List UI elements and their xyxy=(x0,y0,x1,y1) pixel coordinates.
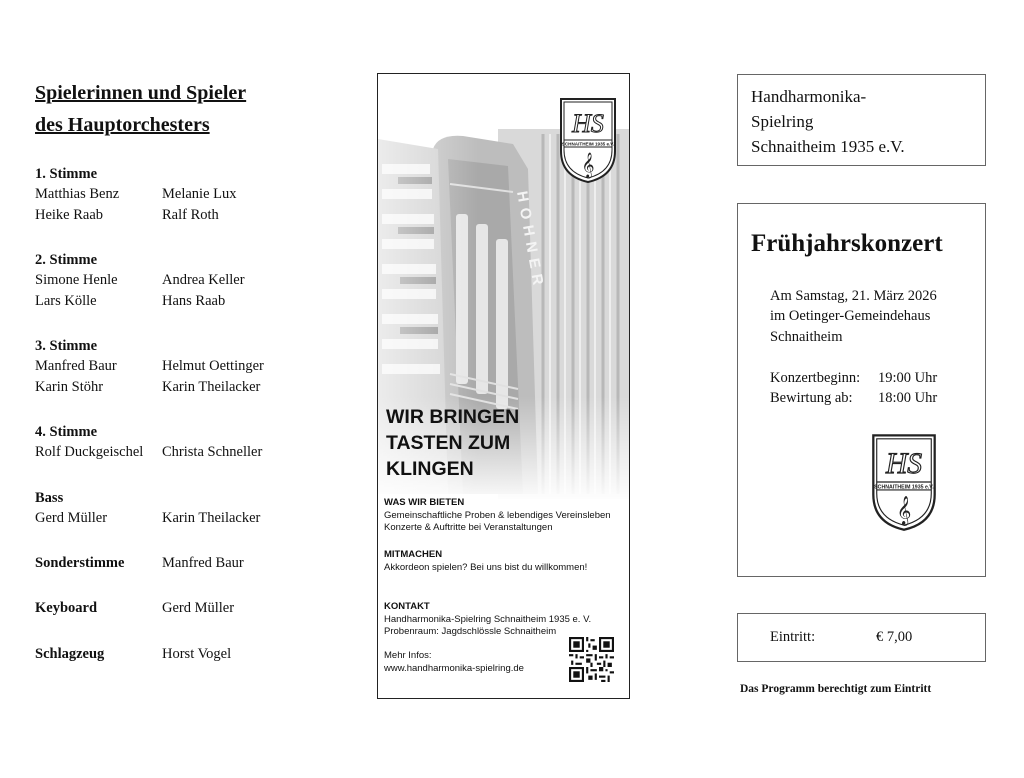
join-heading: MITMACHEN xyxy=(384,549,443,560)
club-name-line: Schnaitheim 1935 e.V. xyxy=(751,137,905,156)
slogan-line: WIR BRINGEN xyxy=(386,406,520,428)
entry-price: € 7,00 xyxy=(876,629,913,645)
club-logo-icon xyxy=(558,96,618,184)
concert-venue: im Oetinger-Gemeindehaus xyxy=(770,308,931,324)
more-info-section xyxy=(384,650,524,675)
player-name: Christa Schneller xyxy=(162,444,263,460)
player-name: Manfred Baur xyxy=(35,358,117,374)
catering-label: Bewirtung ab: xyxy=(770,390,853,406)
contact-section xyxy=(384,601,591,639)
club-name-box xyxy=(737,74,986,166)
concert-title: Frühjahrskonzert xyxy=(751,230,943,257)
offer-heading: WAS WIR BIETEN xyxy=(384,497,465,508)
player-name: Andrea Keller xyxy=(162,272,245,288)
drums-label: Schlagzeug xyxy=(35,646,105,662)
section-heading: 1. Stimme xyxy=(35,166,98,182)
start-time: 19:00 Uhr xyxy=(878,370,938,386)
join-section xyxy=(384,549,587,574)
section-heading: Bass xyxy=(35,490,64,506)
player-name: Ralf Roth xyxy=(162,207,219,223)
special-voice-label: Sonderstimme xyxy=(35,555,125,571)
entry-box xyxy=(737,613,986,662)
logo-initials: HS xyxy=(572,109,604,138)
slogan-line: TASTEN ZUM xyxy=(386,432,511,454)
qr-code-icon[interactable] xyxy=(569,637,614,682)
contact-heading: KONTAKT xyxy=(384,601,430,612)
player-name: Simone Henle xyxy=(35,272,118,288)
player-name: Matthias Benz xyxy=(35,186,120,202)
offer-section xyxy=(384,497,611,535)
player-name: Gerd Müller xyxy=(35,510,108,526)
orchestra-title xyxy=(35,77,246,141)
player-name: Heike Raab xyxy=(35,207,104,223)
slogan-line: KLINGEN xyxy=(386,458,474,480)
player-name: Karin Theilacker xyxy=(162,379,261,395)
orchestra-title-line2: des Hauptorchesters xyxy=(35,114,210,136)
section-heading: 4. Stimme xyxy=(35,424,98,440)
concert-date: Am Samstag, 21. März 2026 xyxy=(770,288,937,304)
club-name-line: Spielring xyxy=(751,112,814,131)
player-name: Karin Stöhr xyxy=(35,379,104,395)
player-name: Karin Theilacker xyxy=(162,510,261,526)
club-logo-icon xyxy=(868,432,940,532)
concert-box xyxy=(737,203,986,577)
section-heading: 2. Stimme xyxy=(35,252,98,268)
player-name: Melanie Lux xyxy=(162,186,237,202)
player-name: Horst Vogel xyxy=(162,646,232,662)
keyboard-label: Keyboard xyxy=(35,600,98,616)
logo-text: SCHNAITHEIM 1935 e.V. xyxy=(874,484,934,491)
contact-line: Probenraum: Jagdschlössle Schnaitheim xyxy=(384,626,557,637)
website-link[interactable]: www.handharmonika-spielring.de xyxy=(384,662,524,674)
logo-initials: HS xyxy=(885,447,923,480)
player-name: Gerd Müller xyxy=(162,600,235,616)
player-name: Helmut Oettinger xyxy=(162,358,264,374)
club-name-line: Handharmonika- xyxy=(751,87,867,106)
orchestra-title-line1: Spielerinnen und Spieler xyxy=(35,82,247,104)
slogan xyxy=(386,404,519,482)
more-info-label: Mehr Infos: xyxy=(384,650,432,661)
flyer-panel xyxy=(377,73,630,699)
join-line: Akkordeon spielen? Bei uns bist du willkommen! xyxy=(384,561,588,573)
program-note: Das Programm berechtigt zum Eintritt xyxy=(740,683,932,695)
logo-text: SCHNAITHEIM 1935 e.V. xyxy=(561,141,615,147)
player-name: Lars Kölle xyxy=(35,293,97,309)
offer-line: Konzerte & Auftritte bei Veranstaltungen xyxy=(384,522,553,533)
contact-line: Handharmonika-Spielring Schnaitheim 1935 e. V. xyxy=(384,613,592,625)
start-label: Konzertbeginn: xyxy=(770,370,861,386)
entry-label: Eintritt: xyxy=(770,629,816,645)
offer-line: Gemeinschaftliche Proben & lebendiges Vereinsleben xyxy=(384,509,611,521)
player-name: Hans Raab xyxy=(162,293,226,309)
player-name: Rolf Duckgeischel xyxy=(35,444,144,460)
treble-clef-icon: 𝄞 xyxy=(581,153,595,178)
section-heading: 3. Stimme xyxy=(35,338,98,354)
player-name: Manfred Baur xyxy=(162,555,244,571)
concert-venue: Schnaitheim xyxy=(770,329,843,345)
catering-time: 18:00 Uhr xyxy=(878,390,938,406)
treble-clef-icon: 𝄞 xyxy=(896,495,912,525)
